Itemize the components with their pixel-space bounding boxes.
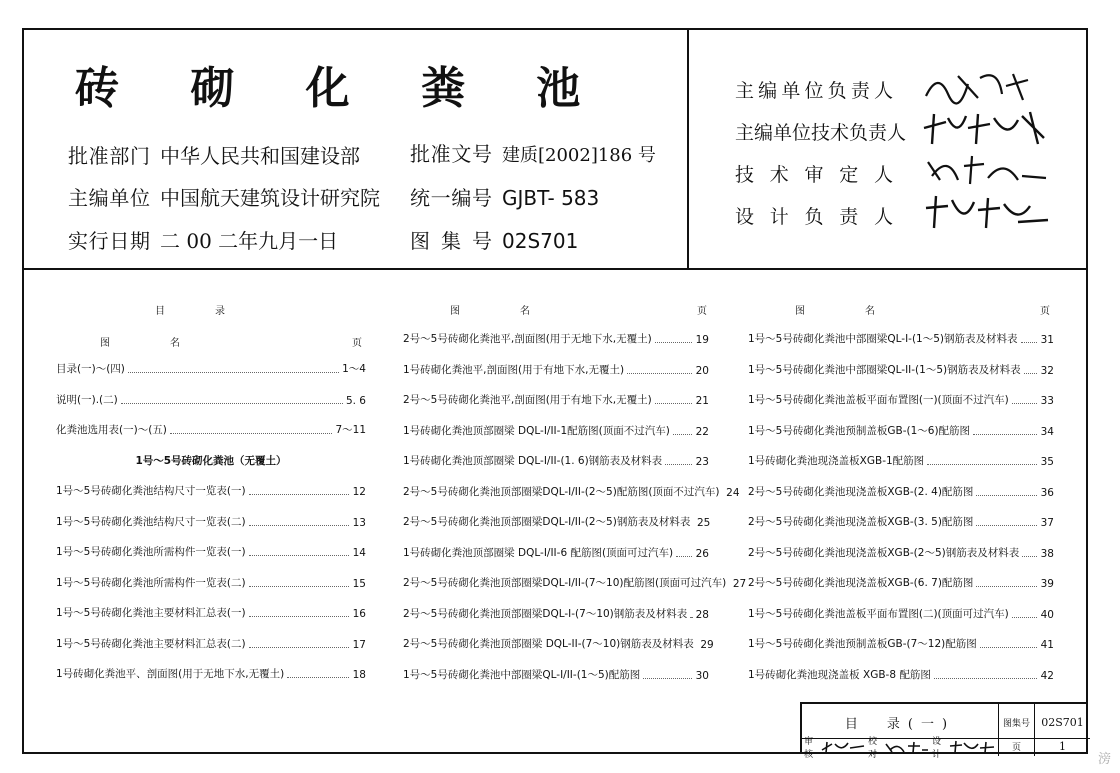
toc-row-page: 28	[695, 608, 709, 621]
toc-row-title: 2号～5号砖砌化粪池平,剖面图(用于有地下水,无覆土)	[403, 394, 652, 406]
toc-row	[403, 454, 709, 468]
review-label: 审核	[804, 736, 814, 760]
unified-number: 统一编号 GJBT- 583	[410, 186, 600, 210]
toc-row	[748, 607, 1054, 621]
toc-row-page: 37	[1040, 517, 1054, 529]
toc-leader-dots	[976, 524, 1037, 526]
toc-row	[748, 454, 1054, 468]
toc-row	[748, 332, 1054, 346]
toc-leader-dots	[690, 616, 692, 618]
toc-leader-dots	[655, 402, 692, 404]
atlas-number: 图 集 号 02S701	[410, 229, 579, 253]
toc-row-page: 24	[726, 486, 740, 499]
toc-row-page: 16	[352, 608, 366, 620]
toc-row	[56, 484, 366, 498]
toc-row-title: 1号砖砌化粪池平,剖面图(用于有地下水,无覆土)	[403, 363, 625, 376]
toc-row-title: 说明(一).(二)	[56, 393, 118, 406]
toc-row-title: 1号～5号砖砌化粪池结构尺寸一览表(二)	[56, 515, 246, 528]
toc-leader-dots	[249, 646, 349, 648]
toc-row-title: 2号～5号砖砌化粪池顶部圈梁DQL-I-(7～10)钢筋表及材料表	[403, 607, 688, 620]
approve-dept: 批准部门 中华人民共和国建设部	[68, 144, 360, 168]
toc-row-page: 17	[352, 638, 366, 651]
toc-leader-dots	[934, 677, 1037, 679]
toc-row-title: 2号～5号砖砌化粪池现浇盖板XGB-(3. 5)配筋图	[748, 516, 974, 528]
responsible-review: 技 术 审 定 人	[735, 164, 893, 186]
toc-row-title: 1号砖砌化粪池顶部圈梁 DQL-I/II-(1. 6)钢筋表及材料表	[403, 455, 663, 467]
toc-row-title: 1号～5号砖砌化粪池主要材料汇总表(一)	[56, 607, 246, 619]
toc-row-page: 23	[695, 456, 709, 468]
toc-row	[403, 485, 740, 499]
toc-row-title: 1号砖砌化粪池顶部圈梁 DQL-I/II-1配筋图(顶面不过汽车)	[403, 424, 670, 437]
toc-leader-dots	[249, 615, 349, 617]
toc-row-page: 41	[1040, 639, 1054, 651]
atlas-label: 图集号	[1002, 718, 1030, 729]
toc-row	[748, 576, 1054, 590]
toc-row-title: 1号砖砌化粪池顶部圈梁 DQL-I/II-6 配筋图(顶面可过汽车)	[403, 546, 674, 559]
signature-1	[918, 66, 1058, 106]
toc-row-title: 1号砖砌化粪池现浇盖板XGB-1配筋图	[748, 455, 925, 467]
check-signature	[884, 740, 930, 754]
toc-row	[56, 393, 366, 407]
toc-row-title: 1号～5号砖砌化粪池盖板平面布置图(一)(顶面不过汽车)	[748, 394, 1009, 406]
toc-row-title: 2号～5号砖砌化粪池顶部圈梁 DQL-II-(7～10)钢筋表及材料表	[403, 638, 694, 650]
toc-row-title: 1号～5号砖砌化粪池中部圈梁QL-II-(1～5)钢筋表及材料表	[748, 363, 1021, 376]
toc-row-page: 20	[695, 364, 709, 377]
toc-row	[56, 606, 366, 620]
toc-row	[403, 607, 709, 621]
toc-row	[748, 668, 1054, 682]
toc-row-page: 12	[352, 486, 366, 498]
toc-row-page: 33	[1040, 395, 1054, 407]
corner-mark: 滂	[1098, 752, 1112, 767]
toc-row	[56, 454, 366, 468]
toc-row-page: 39	[1040, 578, 1054, 590]
toc-leader-dots	[627, 372, 692, 374]
toc-row	[748, 485, 1054, 499]
responsible-chief-unit: 主编单位负责人	[735, 80, 893, 102]
toc-leader-dots	[973, 433, 1037, 435]
toc-leader-dots	[170, 432, 333, 434]
toc-row-page: 30	[695, 669, 709, 682]
toc-row-page: 21	[695, 395, 709, 407]
toc-row	[56, 637, 366, 651]
toc-row-title: 2号～5号砖砌化粪池现浇盖板XGB-(2～5)钢筋表及材料表	[748, 546, 1020, 559]
toc-row-title: 1号～5号砖砌化粪池中部圈梁QL-I/II-(1～5)配筋图	[403, 668, 641, 681]
toc-row	[56, 423, 366, 437]
toc-row-page: 42	[1040, 669, 1054, 682]
page-value: 1	[1059, 740, 1066, 753]
toc-row	[748, 637, 1054, 651]
toc-row-page: 31	[1040, 334, 1054, 346]
toc-leader-dots	[976, 494, 1037, 496]
col1-fig-name-head: 图 名	[100, 338, 180, 349]
toc-row-page: 5. 6	[345, 394, 366, 407]
toc-row	[56, 362, 366, 376]
toc-row	[748, 363, 1054, 377]
design-signature	[948, 740, 996, 754]
toc-row-page: 1～4	[342, 363, 366, 375]
toc-leader-dots	[1024, 372, 1037, 374]
toc-leader-dots	[673, 433, 692, 435]
toc-row-title: 2号～5号砖砌化粪池顶部圈梁DQL-I/II-(2～5)钢筋表及材料表	[403, 516, 691, 528]
toc-row-title: 1号～5号砖砌化粪池所需构件一览表(二)	[56, 576, 246, 589]
signature-2	[918, 108, 1058, 148]
toc-leader-dots	[287, 676, 349, 678]
toc-row	[403, 515, 709, 529]
toc-row-page: 15	[352, 577, 366, 590]
toc-row-title: 1号砖砌化粪池平、剖面图(用于无地下水,无覆土)	[56, 668, 285, 680]
toc-row-page: 22	[695, 425, 709, 438]
toc-leader-dots	[1012, 616, 1037, 618]
toc-leader-dots	[1021, 341, 1037, 343]
toc-row	[403, 637, 714, 651]
toc-row	[403, 332, 709, 346]
effective-date: 实行日期 二 00 二年九月一日	[68, 229, 339, 253]
toc-row	[748, 546, 1054, 560]
toc-row-page: 27	[732, 578, 747, 590]
toc-row-page: 29	[700, 639, 714, 651]
toc-row-page: 19	[695, 334, 709, 346]
toc-row-title: 1号～5号砖砌化粪池（无覆土）	[135, 454, 287, 467]
toc-row-page: 13	[352, 516, 366, 529]
toc-row	[748, 393, 1054, 407]
toc-row	[403, 576, 747, 590]
toc-row-page: 35	[1040, 456, 1054, 468]
toc-leader-dots	[249, 585, 349, 587]
col2-page-head: 页	[697, 306, 707, 317]
approval-doc: 批准文号 建质[2002]186 号	[410, 142, 656, 166]
toc-row-title: 1号～5号砖砌化粪池盖板平面布置图(二)(顶面可过汽车)	[748, 607, 1009, 620]
toc-row-title: 1号～5号砖砌化粪池中部圈梁QL-I-(1～5)钢筋表及材料表	[748, 333, 1018, 345]
toc-row-title: 2号～5号砖砌化粪池顶部圈梁DQL-I/II-(2～5)配筋图(顶面不过汽车)	[403, 485, 720, 498]
toc-row-page: 32	[1040, 364, 1054, 377]
toc-row-page: 25	[696, 517, 711, 529]
toc-row-title: 2号～5号砖砌化粪池现浇盖板XGB-(2. 4)配筋图	[748, 485, 974, 498]
toc-row	[748, 515, 1054, 529]
toc-row-title: 2号～5号砖砌化粪池平,剖面图(用于无地下水,无覆土)	[403, 333, 652, 345]
toc-row	[403, 393, 709, 407]
toc-row-title: 1号～5号砖砌化粪池所需构件一览表(一)	[56, 546, 246, 558]
check-label: 校对	[868, 736, 878, 760]
toc-row	[403, 424, 709, 438]
toc-row-title: 1号～5号砖砌化粪池结构尺寸一览表(一)	[56, 485, 246, 497]
toc-row-title: 目录(一)～(四)	[56, 363, 125, 375]
header-divider	[22, 268, 1088, 270]
toc-leader-dots	[665, 463, 692, 465]
toc-row-title: 1号砖砌化粪池现浇盖板 XGB-8 配筋图	[748, 668, 931, 681]
toc-row-page: 7～11	[335, 424, 366, 436]
sheet-title: 目 录(一)	[844, 716, 956, 732]
toc-row-title: 2号～5号砖砌化粪池现浇盖板XGB-(6. 7)配筋图	[748, 577, 974, 589]
toc-row	[748, 424, 1054, 438]
toc-leader-dots	[643, 677, 692, 679]
toc-row	[403, 363, 709, 377]
toc-row-page: 40	[1040, 608, 1054, 621]
document-title: 砖 砌 化 粪 池	[75, 63, 609, 114]
toc-row-page: 26	[695, 547, 709, 560]
toc-leader-dots	[1012, 402, 1037, 404]
toc-leader-dots	[655, 341, 692, 343]
review-signature	[820, 740, 866, 754]
header-vertical-divider	[687, 28, 689, 269]
toc-leader-dots	[976, 585, 1037, 587]
title-block	[800, 702, 1088, 760]
toc-row-title: 1号～5号砖砌化粪池主要材料汇总表(二)	[56, 637, 246, 650]
col2-fig-name-head: 图 名	[450, 306, 530, 317]
signature-4	[918, 192, 1058, 232]
design-label: 设计	[932, 736, 942, 760]
toc-leader-dots	[249, 493, 349, 495]
col3-page-head: 页	[1040, 306, 1050, 317]
toc-row-page: 38	[1040, 547, 1054, 560]
toc-leader-dots	[249, 554, 349, 556]
toc-leader-dots	[676, 555, 692, 557]
toc-row	[403, 668, 709, 682]
toc-leader-dots	[249, 524, 349, 526]
toc-leader-dots	[927, 463, 1037, 465]
toc-row-page: 18	[352, 669, 366, 681]
col1-page-head: 页	[352, 338, 362, 349]
toc-row	[56, 667, 366, 681]
page-label: 页	[1011, 743, 1021, 753]
toc-row-page: 14	[352, 547, 366, 559]
toc-row-title: 1号～5号砖砌化粪池预制盖板GB-(7～12)配筋图	[748, 638, 977, 650]
toc-row	[56, 545, 366, 559]
toc-row	[56, 515, 366, 529]
toc-row-page: 36	[1040, 486, 1054, 499]
col3-fig-name-head: 图 名	[795, 306, 875, 317]
toc-leader-dots	[980, 646, 1037, 648]
responsible-design: 设 计 负 责 人	[735, 206, 893, 228]
toc-row-title: 2号～5号砖砌化粪池顶部圈梁DQL-I/II-(7～10)配筋图(顶面可过汽车)	[403, 577, 727, 589]
toc-row-page: 34	[1040, 425, 1054, 438]
toc-leader-dots	[121, 402, 343, 404]
toc-row-title: 1号～5号砖砌化粪池预制盖板GB-(1～6)配筋图	[748, 424, 971, 437]
toc-leader-dots	[1022, 555, 1037, 557]
toc-leader-dots	[128, 371, 339, 373]
toc-title: 目 录	[155, 306, 225, 317]
atlas-value: 02S701	[1041, 715, 1084, 729]
toc-row	[56, 576, 366, 590]
toc-row-title: 化粪池选用表(一)～(五)	[56, 424, 167, 436]
responsible-technical: 主编单位技术负责人	[735, 122, 907, 144]
signature-3	[918, 150, 1058, 190]
chief-unit: 主编单位 中国航天建筑设计研究院	[68, 186, 380, 210]
toc-row	[403, 546, 709, 560]
